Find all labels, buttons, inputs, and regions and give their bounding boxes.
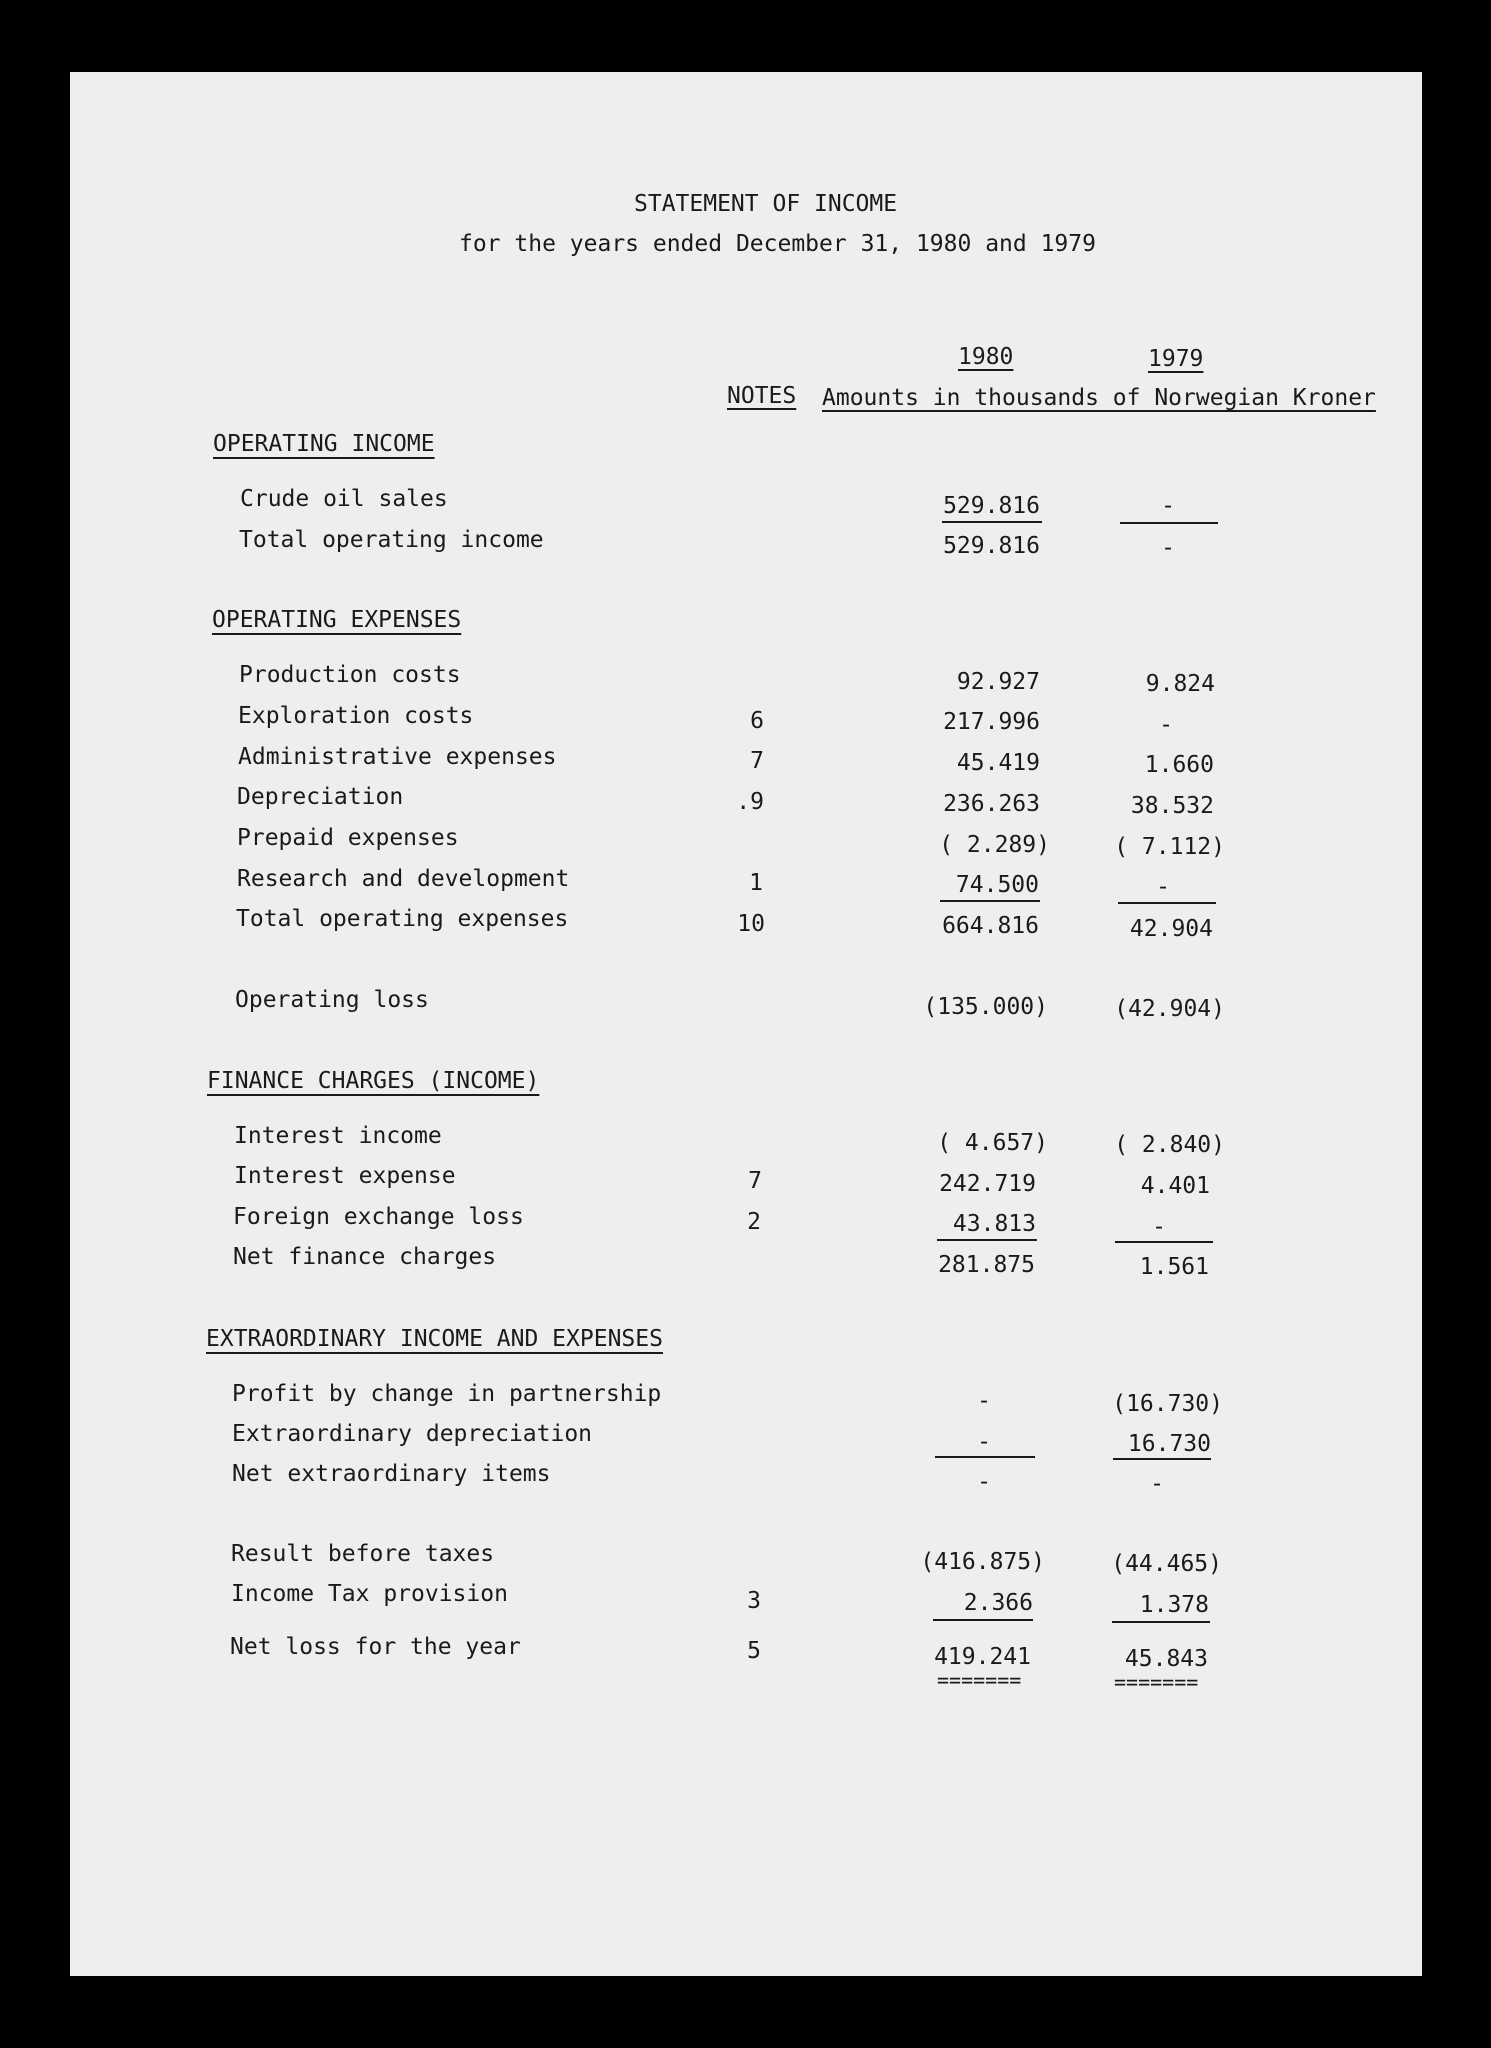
page-subtitle: for the years ended December 31, 1980 and 1979 bbox=[459, 231, 1096, 257]
value-1979: 1.561 bbox=[1139, 1254, 1209, 1280]
value-1979: 4.401 bbox=[1140, 1173, 1210, 1199]
column-header-1979: 1979 bbox=[1148, 346, 1204, 372]
section-operating-expenses: OPERATING EXPENSES bbox=[212, 607, 462, 633]
value-1979: - bbox=[1150, 1471, 1164, 1497]
value-1979: - bbox=[1156, 874, 1170, 900]
double-rule-1980: ======= bbox=[937, 1668, 1022, 1692]
value-1980: - bbox=[977, 1469, 991, 1495]
section-finance-charges: FINANCE CHARGES (INCOME) bbox=[207, 1068, 540, 1094]
row-label: Crude oil sales bbox=[240, 486, 448, 512]
double-rule-1979: ======= bbox=[1114, 1670, 1199, 1694]
row-label: Profit by change in partnership bbox=[232, 1381, 662, 1407]
value-1980: ( 4.657) bbox=[937, 1130, 1048, 1156]
subtotal-rule bbox=[933, 1619, 1033, 1621]
row-label: Production costs bbox=[239, 662, 461, 688]
row-label: Total operating expenses bbox=[236, 906, 569, 932]
value-1980: 529.816 bbox=[943, 493, 1040, 519]
subtotal-rule bbox=[1112, 1621, 1210, 1623]
document-page bbox=[70, 72, 1422, 1976]
value-1979: ( 7.112) bbox=[1114, 834, 1225, 860]
subtotal-rule bbox=[1115, 1241, 1213, 1243]
row-note: 6 bbox=[750, 708, 764, 734]
value-1980: 217.996 bbox=[943, 709, 1040, 735]
row-note: 2 bbox=[747, 1209, 761, 1235]
row-label: Income Tax provision bbox=[231, 1581, 508, 1607]
value-1980: 242.719 bbox=[939, 1171, 1036, 1197]
value-1979: 9.824 bbox=[1145, 671, 1215, 697]
row-note: 7 bbox=[748, 1168, 762, 1194]
subtotal-rule bbox=[1120, 522, 1218, 524]
value-1980: 45.419 bbox=[956, 750, 1040, 776]
subtotal-rule bbox=[940, 900, 1040, 902]
value-1980: 74.500 bbox=[955, 872, 1039, 898]
section-operating-income: OPERATING INCOME bbox=[213, 431, 435, 457]
value-1980: 236.263 bbox=[943, 791, 1040, 817]
row-label: Exploration costs bbox=[238, 703, 474, 729]
value-1980: 529.816 bbox=[943, 533, 1040, 559]
value-1979: (42.904) bbox=[1114, 996, 1225, 1022]
row-label: Operating loss bbox=[235, 987, 429, 1013]
value-1979: - bbox=[1152, 1214, 1166, 1240]
row-note: 10 bbox=[737, 911, 765, 937]
subtotal-rule bbox=[937, 1239, 1037, 1241]
row-label: Net loss for the year bbox=[230, 1634, 521, 1660]
subtotal-rule bbox=[942, 521, 1042, 523]
row-label: Interest income bbox=[234, 1123, 442, 1149]
row-label: Result before taxes bbox=[231, 1541, 495, 1567]
column-header-amounts: Amounts in thousands of Norwegian Kroner bbox=[822, 385, 1376, 411]
page-title: STATEMENT OF INCOME bbox=[634, 191, 898, 217]
column-header-notes: NOTES bbox=[727, 383, 797, 409]
row-label: Depreciation bbox=[237, 784, 404, 810]
row-label: Extraordinary depreciation bbox=[232, 1421, 593, 1447]
value-1980: 2.366 bbox=[963, 1590, 1033, 1616]
value-1980: 43.813 bbox=[952, 1211, 1036, 1237]
row-label: Total operating income bbox=[239, 527, 544, 553]
value-1980: 664.816 bbox=[942, 913, 1039, 939]
row-label: Foreign exchange loss bbox=[233, 1204, 524, 1230]
value-1979: 45.843 bbox=[1124, 1646, 1208, 1672]
value-1979: 16.730 bbox=[1127, 1431, 1211, 1457]
subtotal-rule bbox=[1118, 902, 1216, 904]
row-label: Research and development bbox=[237, 866, 570, 892]
column-header-1980: 1980 bbox=[958, 344, 1014, 370]
section-extraordinary: EXTRAORDINARY INCOME AND EXPENSES bbox=[206, 1326, 663, 1352]
value-1979: - bbox=[1159, 712, 1173, 738]
row-label: Administrative expenses bbox=[238, 744, 557, 770]
row-label: Net finance charges bbox=[233, 1244, 497, 1270]
subtotal-rule bbox=[935, 1456, 1035, 1458]
value-1979: 1.660 bbox=[1144, 752, 1214, 778]
row-note: 7 bbox=[750, 748, 764, 774]
value-1979: 1.378 bbox=[1139, 1592, 1209, 1618]
value-1980: - bbox=[977, 1429, 991, 1455]
row-note: 3 bbox=[747, 1588, 761, 1614]
row-note: 5 bbox=[747, 1638, 761, 1664]
value-1979: 42.904 bbox=[1129, 916, 1213, 942]
value-1979: (44.465) bbox=[1111, 1551, 1222, 1577]
value-1979: - bbox=[1161, 535, 1175, 561]
row-note: 1 bbox=[749, 870, 763, 896]
value-1980: (135.000) bbox=[923, 994, 1048, 1020]
value-1980: ( 2.289) bbox=[939, 832, 1050, 858]
value-1980: - bbox=[977, 1388, 991, 1414]
value-1979: - bbox=[1161, 493, 1175, 519]
value-1979: (16.730) bbox=[1112, 1391, 1223, 1417]
row-note: .9 bbox=[736, 789, 764, 815]
row-label: Prepaid expenses bbox=[237, 825, 459, 851]
row-label: Net extraordinary items bbox=[232, 1461, 551, 1487]
value-1979: 38.532 bbox=[1130, 793, 1214, 819]
row-label: Interest expense bbox=[234, 1163, 456, 1189]
value-1980: 92.927 bbox=[956, 669, 1040, 695]
value-1980: (416.875) bbox=[920, 1549, 1045, 1575]
value-1980: 419.241 bbox=[934, 1644, 1031, 1670]
subtotal-rule bbox=[1113, 1458, 1211, 1460]
value-1979: ( 2.840) bbox=[1114, 1132, 1225, 1158]
value-1980: 281.875 bbox=[938, 1252, 1035, 1278]
